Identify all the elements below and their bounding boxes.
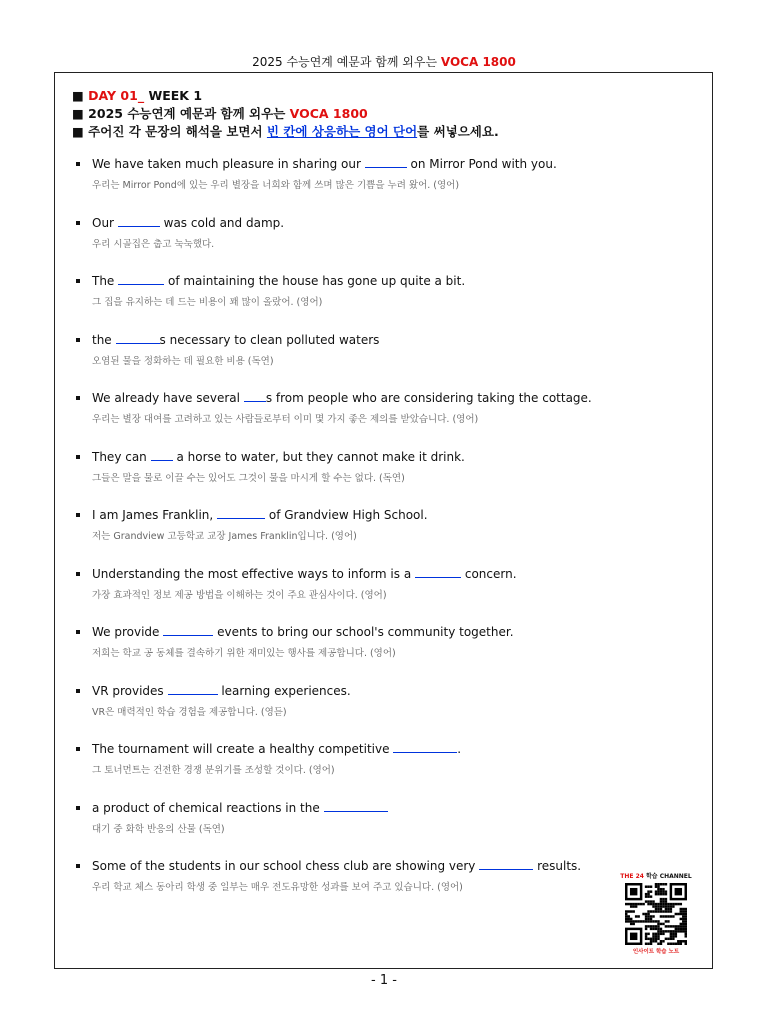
qr-channel-label [620,871,692,880]
sentence-after-blank: of Grandview High School. [268,508,428,522]
instruction-highlight: 빈 칸에 상응하는 영어 단어 [266,124,418,139]
english-sentence [92,214,284,232]
sentence-after-blank: was cold and damp. [163,215,285,230]
korean-translation: 그 집을 유지하는 데 드는 비용이 꽤 많이 올랐어. (영어) [92,297,323,308]
korean-translation: 저는 Grandview 고등학교 교장 James Franklin입니다. (영어) [92,531,357,542]
answer-blank[interactable] [163,624,213,636]
bullet-icon [76,630,80,634]
exercise-item [72,155,672,214]
square-bullet-icon: ■ [72,124,84,139]
square-bullet-icon: ■ [72,106,84,121]
week-label: WEEK 1 [148,88,203,103]
korean-translation: 우리는 별장 대여를 고려하고 있는 사람들로부터 이미 몇 가지 좋은 제의를 받았습니다. (영어) [92,414,479,425]
answer-blank[interactable] [116,332,160,344]
exercise-item [72,272,672,331]
answer-blank[interactable] [151,449,173,461]
square-bullet-icon: ■ [72,88,84,103]
worksheet-heading [72,87,499,141]
instruction-prefix: 주어진 각 문장의 해석을 보면서 [88,124,263,139]
korean-translation: VR은 매력적인 학습 경험을 제공합니다. (영듣) [92,706,287,718]
answer-blank[interactable] [479,858,533,870]
korean-translation: 그들은 말을 물로 이끌 수는 있어도 그것이 물을 마시게 할 수는 없다. (독연) [92,472,405,484]
bullet-icon [76,689,80,693]
exercise-item [72,214,672,273]
exercise-item [72,857,672,916]
page-number: - 1 - [371,973,397,988]
korean-translation: 가장 효과적인 정보 제공 방법을 이해하는 것이 주요 관심사이다. (영어) [92,589,387,601]
exercise-item [72,506,672,565]
bullet-icon [76,864,80,868]
sentence-after-blank: of maintaining the house has gone up quite a bit. [167,274,466,288]
english-sentence [92,682,351,700]
korean-translation: 우리는 Mirror Pond에 있는 우리 별장을 너희와 함께 쓰며 많은 기쁨을 누려 왔어. (영어) [92,180,460,191]
english-sentence [92,331,379,349]
heading-instruction-row [72,123,499,141]
english-sentence [92,389,592,407]
answer-blank[interactable] [118,273,164,285]
korean-translation: 대기 중 화학 반응의 산물 (독연) [92,823,225,835]
english-sentence [92,740,461,758]
english-sentence [92,799,388,817]
sentence-before-blank: Some of the students in our school chess club are showing very [92,859,476,873]
sentence-after-blank: learning experiences. [221,683,351,698]
qr-code-icon[interactable] [625,883,687,945]
heading-day-row [72,87,499,105]
sentence-before-blank: We have taken much pleasure in sharing our [92,157,361,171]
qr-code-block[interactable] [620,871,692,955]
answer-blank[interactable] [415,566,461,578]
day-label: DAY 01_ [88,88,145,103]
bullet-icon [76,806,80,810]
answer-blank[interactable] [217,507,265,519]
heading-voca-row [72,105,499,123]
bullet-icon [76,513,80,517]
answer-blank[interactable] [168,683,218,695]
korean-translation: 오염된 물을 정화하는 데 필요한 비용 (독연) [92,355,274,367]
answer-blank[interactable] [324,800,388,812]
answer-blank[interactable] [393,741,457,753]
english-sentence [92,565,517,583]
qr-label-accent: THE 24 [620,873,644,880]
exercise-list [72,155,672,916]
exercise-item [72,740,672,799]
korean-translation: 저희는 학교 공 동체를 결속하기 위한 재미있는 행사를 제공합니다. (영어) [92,648,396,659]
voca-title-prefix: 2025 수능연계 예문과 함께 외우는 [88,106,286,121]
header-title-accent: VOCA 1800 [440,55,516,69]
bullet-icon [76,162,80,166]
sentence-after-blank: s from people who are considering taking the cottage. [265,391,592,405]
sentence-before-blank: The [92,274,115,288]
sentence-after-blank: . [457,742,462,756]
qr-label-rest: 학습 CHANNEL [646,873,692,880]
sentence-before-blank: VR provides [92,683,164,698]
exercise-item [72,565,672,624]
sentence-before-blank: We provide [92,625,160,639]
english-sentence [92,506,428,524]
sentence-before-blank: We already have several [92,391,240,405]
instruction-suffix: 를 써넣으세요. [417,124,499,139]
bullet-icon [76,221,80,225]
sentence-before-blank: a product of chemical reactions in the [92,800,320,815]
sentence-after-blank: on Mirror Pond with you. [410,157,557,171]
sentence-before-blank: Our [92,215,114,230]
exercise-item [72,448,672,507]
answer-blank[interactable] [365,156,407,168]
sentence-before-blank: They can [92,449,147,464]
bullet-icon [76,338,80,342]
exercise-item [72,682,672,741]
page-header-title [0,53,768,70]
voca-title-accent: VOCA 1800 [289,106,368,121]
answer-blank[interactable] [118,215,160,227]
korean-translation: 우리 학교 체스 동아리 학생 중 일부는 매우 전도유망한 성과를 보여 주고 있습니다. (영어) [92,882,463,893]
header-title-prefix: 2025 수능연계 예문과 함께 외우는 [252,55,438,69]
sentence-after-blank: s necessary to clean polluted waters [159,332,380,347]
bullet-icon [76,455,80,459]
sentence-before-blank: The tournament will create a healthy competitive [92,742,390,756]
korean-translation: 우리 시골집은 춥고 눅눅했다. [92,238,215,250]
exercise-item [72,389,672,448]
exercise-item [72,331,672,390]
sentence-after-blank: a horse to water, but they cannot make it drink. [176,449,465,464]
exercise-item [72,623,672,682]
sentence-before-blank: Understanding the most effective ways to inform is a [92,566,412,581]
bullet-icon [76,396,80,400]
english-sentence [92,272,465,290]
sentence-before-blank: the [92,332,112,347]
english-sentence [92,857,581,875]
bullet-icon [76,572,80,576]
english-sentence [92,155,557,173]
english-sentence [92,623,514,641]
sentence-after-blank: events to bring our school's community together. [217,625,514,639]
qr-caption: 인사이트 학습 노트 [632,949,680,955]
exercise-item [72,799,672,858]
bullet-icon [76,747,80,751]
sentence-before-blank: I am James Franklin, [92,508,214,522]
sentence-after-blank: results. [537,859,582,873]
english-sentence [92,448,465,466]
sentence-after-blank: concern. [464,566,517,581]
answer-blank[interactable] [244,390,266,402]
korean-translation: 그 토너먼트는 건전한 경쟁 분위기를 조성할 것이다. (영어) [92,765,335,776]
bullet-icon [76,279,80,283]
